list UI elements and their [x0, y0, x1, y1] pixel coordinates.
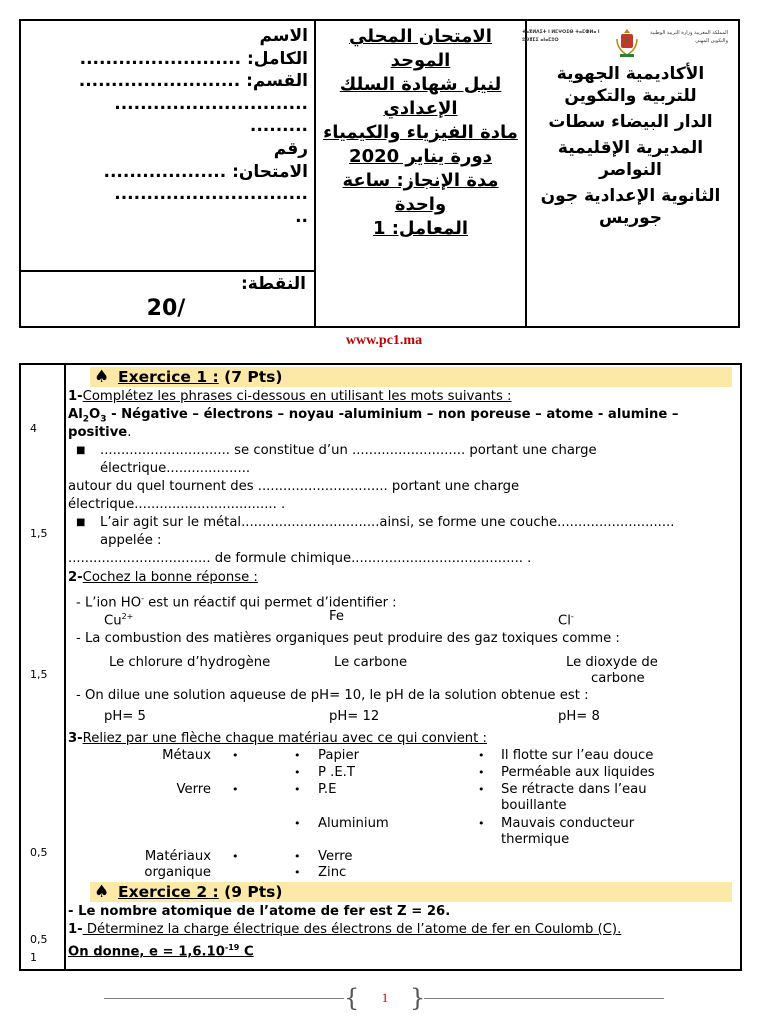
- number-label: رقم: [273, 138, 308, 159]
- name-label: الاسم: [259, 26, 308, 46]
- q3-left-metals[interactable]: Métaux: [162, 748, 211, 763]
- exam-title: الامتحان المحلي الموحد: [349, 26, 492, 71]
- points-ex2-b: 1: [30, 951, 37, 964]
- q3-right-floats[interactable]: Il flotte sur l’eau douce: [501, 748, 654, 763]
- q3-mid-zinc[interactable]: Zinc: [318, 865, 347, 880]
- word-o-sub: 3: [100, 414, 107, 425]
- class-field-continued[interactable]: ..............................: [114, 93, 308, 114]
- ex2-q1: [68, 922, 734, 938]
- q3-text: Reliez par une flèche chaque matériau avec ce qui convient :: [82, 731, 487, 746]
- bullet-icon: ■: [76, 445, 86, 456]
- sentence-1-line-2[interactable]: électrique....................: [100, 461, 251, 476]
- ex2-given-unit: C: [239, 944, 254, 960]
- q3-right-shrinks[interactable]: Se rétracte dans l’eau: [501, 782, 647, 797]
- word-o: O: [89, 407, 101, 422]
- q3-right-dot-1[interactable]: •: [478, 749, 485, 762]
- score-total: 20/: [146, 296, 186, 321]
- exam-session: دورة يناير 2020: [349, 146, 492, 167]
- institution-column: [522, 21, 738, 326]
- q3-right-dot-4[interactable]: •: [478, 817, 485, 830]
- exercises-content: [68, 365, 734, 969]
- ministry-logo: [520, 27, 728, 67]
- word-al-sub: 2: [82, 414, 89, 425]
- q1-number: 1-: [68, 389, 83, 404]
- q2-text: Cochez la bonne réponse :: [82, 570, 258, 585]
- exercise-2-points: (9 Pts): [224, 883, 283, 901]
- q3-mid-paper[interactable]: Papier: [318, 748, 360, 763]
- q2b-option-1[interactable]: Le chlorure d’hydrogène: [109, 655, 271, 670]
- q3-mid-pe[interactable]: P.E: [318, 782, 337, 797]
- q2a-option-3: Cl: [558, 613, 571, 629]
- sentence-1-line-3[interactable]: autour du quel tournent des ............................... portant une charge: [68, 479, 520, 494]
- points-ex2-a: 0,5: [30, 933, 48, 946]
- q2-number: 2-: [68, 570, 83, 585]
- word-list-period: .: [127, 425, 132, 440]
- points-q2: 1,5: [30, 668, 48, 681]
- q3-number: 3-: [68, 731, 83, 746]
- class-field-continued-2[interactable]: .........: [249, 116, 308, 137]
- points-column-divider: [64, 365, 66, 969]
- page-number: 1: [381, 990, 389, 1005]
- q2b-option-2[interactable]: Le carbone: [334, 655, 408, 670]
- q3-left-dot-3[interactable]: •: [232, 850, 239, 863]
- exam-coefficient: المعامل: 1: [372, 218, 469, 239]
- q1-word-list-end: [68, 425, 734, 441]
- q3-right-shrinks-continued[interactable]: bouillante: [501, 798, 567, 813]
- word-list-rest: - Négative – électrons – noyau -aluminium – non poreuse – atome - alumine –: [106, 407, 679, 422]
- q3-mid-dot-4[interactable]: •: [294, 817, 301, 830]
- website-link[interactable]: www.pc1.ma: [345, 333, 423, 348]
- sentence-1-line-1[interactable]: ............................... se constitue d’un ........................... portant une charge: [100, 443, 597, 458]
- q2a-option-1-sup: 2+: [121, 612, 134, 621]
- q2c-option-1[interactable]: pH= 5: [104, 709, 146, 724]
- score-box: [21, 270, 314, 326]
- q2c-option-3[interactable]: pH= 8: [558, 709, 600, 724]
- student-info-column: [21, 21, 314, 326]
- bullet-icon: ■: [76, 517, 86, 528]
- q2b-option-3[interactable]: Le dioxyde de: [566, 655, 658, 670]
- q2a-option-1: Cu: [104, 613, 122, 629]
- academy-name: الأكاديمية الجهوية للتربية والتكوين: [556, 64, 705, 106]
- ex2-q1-number: 1-: [68, 922, 83, 937]
- ex2-atomic-number: - Le nombre atomique de l’atome de fer est Z = 26.: [68, 904, 451, 919]
- q3-right-permeable[interactable]: Perméable aux liquides: [501, 765, 655, 780]
- logo-arabic-text: المملكة المغربية وزارة التربية الوطنية والتكوين المهني: [650, 30, 728, 44]
- directorate-name: المديرية الإقليمية النواصر: [557, 138, 704, 180]
- exercise-1-title: Exercice 1 :: [118, 368, 219, 386]
- spade-icon: ♠: [94, 367, 110, 387]
- q3-right-dot-2[interactable]: •: [478, 766, 485, 779]
- sentence-2-line-3[interactable]: .................................. de formule chimique......................................... .: [68, 551, 532, 566]
- q3-left-organic[interactable]: Matériaux: [144, 849, 211, 864]
- q3-mid-dot-5[interactable]: •: [294, 850, 301, 863]
- q2a-option-cu[interactable]: [104, 609, 164, 629]
- exam-certificate: لنيل شهادة السلك الإعدادي: [339, 74, 502, 119]
- q1-instruction: [68, 389, 734, 405]
- student-info-fields: [25, 25, 308, 228]
- q3-right-dot-3[interactable]: •: [478, 783, 485, 796]
- ex2-q1-text: Déterminez la charge électrique des électrons de l’atome de fer en Coulomb (C).: [82, 922, 622, 937]
- institution-lines: [533, 63, 728, 233]
- q2a-option-3-sup: -: [570, 612, 574, 621]
- q2c-option-2[interactable]: pH= 12: [329, 709, 380, 724]
- q3-mid-dot-2[interactable]: •: [294, 766, 301, 779]
- q2a-option-fe[interactable]: Fe: [329, 609, 344, 624]
- footer-brace-left: {: [344, 984, 360, 1012]
- q3-left-dot-1[interactable]: •: [232, 749, 239, 762]
- exercise-1-header: [90, 367, 732, 387]
- exam-number-field-continued[interactable]: ..............................: [114, 184, 308, 205]
- q2a-question: [76, 591, 734, 611]
- exercise-2-header: [90, 882, 732, 902]
- exam-number-field-continued-2[interactable]: ..: [295, 206, 308, 227]
- exam-info-lines: [322, 25, 519, 241]
- school-name: الثانوية الإعدادية جون جوريس: [540, 186, 721, 228]
- footer-brace-right: }: [410, 984, 426, 1012]
- q3-right-poor-conductor-continued[interactable]: thermique: [501, 832, 570, 847]
- spade-icon: ♠: [94, 882, 110, 902]
- ex2-given-start: On donne, e = 1,6.10: [68, 944, 225, 960]
- q3-mid-dot-1[interactable]: •: [294, 749, 301, 762]
- footer-rule-right: [424, 998, 664, 999]
- sentence-2-line-1[interactable]: L’air agit sur le métal.................................ainsi, se forme une couche............................: [100, 515, 675, 530]
- exam-subject: مادة الفيزياء والكيمياء: [323, 122, 518, 143]
- sentence-1-line-4[interactable]: électrique.................................. .: [68, 497, 286, 512]
- region-name: الدار البيضاء سطات: [548, 112, 713, 132]
- points-q3: 0,5: [30, 846, 48, 859]
- logo-tifinagh-text: ⵜⴰⴳⵍⴷⵉⵜ ⵏ ⵍⵎⵖⵔⵉⴱ ⵜⴰⵎⵀⵍⴰ ⵏ ⵓⵙⴳⵎⵉ ⴰⵏⴰⵎⵓⵔ: [522, 30, 600, 43]
- ex2-given: [68, 940, 734, 960]
- q3-left-glass[interactable]: Verre: [176, 782, 211, 797]
- score-label: النقطة:: [240, 274, 306, 294]
- q1-text: Complétez les phrases ci-dessous en utilisant les mots suivants :: [82, 389, 512, 404]
- class-field[interactable]: القسم: .........................: [78, 71, 308, 92]
- exercise-1-points: (7 Pts): [224, 368, 283, 386]
- exam-number-field[interactable]: الامتحان: ...................: [103, 161, 308, 182]
- exercise-2-title: Exercice 2 :: [118, 883, 219, 901]
- sentence-2-line-2[interactable]: appelée :: [100, 533, 162, 548]
- ex2-given-exponent: -19: [224, 943, 240, 952]
- coat-of-arms-icon: [615, 27, 639, 59]
- q3-mid-dot-3[interactable]: •: [294, 783, 301, 796]
- exercises-table: [19, 363, 742, 971]
- q3-mid-glass[interactable]: Verre: [318, 849, 353, 864]
- q3-mid-pet[interactable]: P .E.T: [318, 765, 355, 780]
- word-al: Al: [68, 407, 83, 422]
- q2a-option-cl[interactable]: [558, 609, 618, 629]
- q3-instruction: [68, 731, 734, 747]
- points-q1b: 1,5: [30, 527, 48, 540]
- full-name-field[interactable]: الكامل: .........................: [79, 48, 308, 69]
- q2a-superscript: -: [141, 594, 144, 603]
- exam-duration: مدة الإنجاز: ساعة واحدة: [342, 170, 499, 215]
- exam-info-column: [314, 21, 525, 326]
- footer-rule-left: [104, 998, 344, 999]
- word-positive: positive: [68, 425, 128, 440]
- points-q1: 4: [30, 422, 37, 435]
- q2b-question: - La combustion des matières organiques peut produire des gaz toxiques comme :: [76, 631, 620, 646]
- q3-mid-aluminium[interactable]: Aluminium: [318, 816, 389, 831]
- q2a-text-end: est un réactif qui permet d’identifier :: [143, 595, 397, 611]
- q2c-question: - On dilue une solution aqueuse de pH= 10, le pH de la solution obtenue est :: [76, 688, 589, 703]
- q3-left-dot-2[interactable]: •: [232, 783, 239, 796]
- q2-instruction: [68, 570, 734, 586]
- q3-right-poor-conductor[interactable]: Mauvais conducteur: [501, 816, 635, 831]
- q3-left-organic-continued[interactable]: organique: [144, 865, 211, 880]
- exam-header: [19, 19, 740, 328]
- q2a-text-start: - L’ion HO: [76, 595, 142, 611]
- q2b-option-3-continued[interactable]: carbone: [591, 671, 645, 686]
- q3-mid-dot-6[interactable]: •: [294, 866, 301, 879]
